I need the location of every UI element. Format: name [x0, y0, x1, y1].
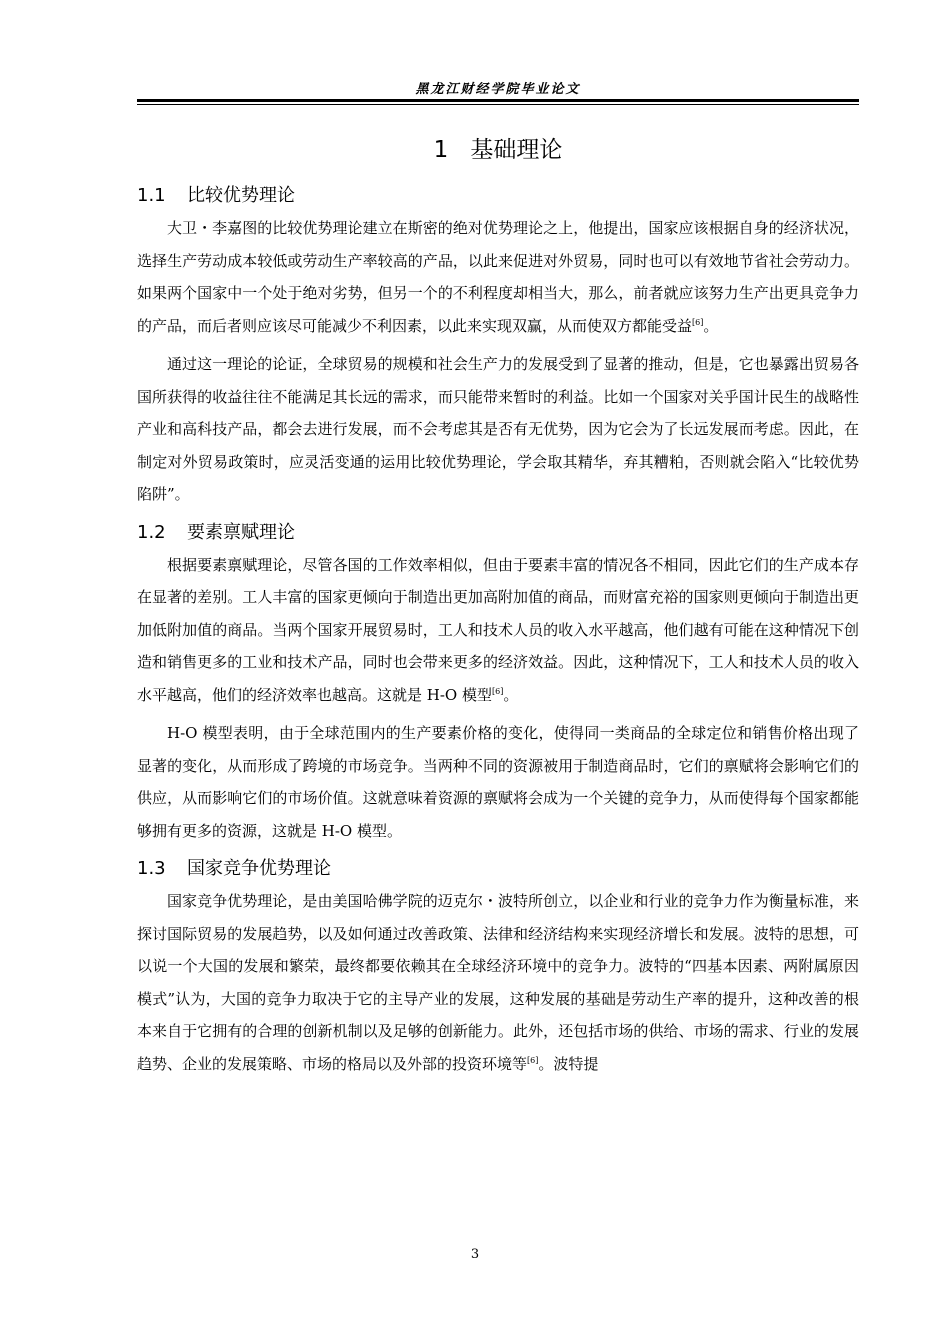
section-title: 国家竞争优势理论: [187, 858, 331, 879]
citation-marker: [6]: [692, 317, 704, 327]
paragraph-text: 大卫・李嘉图的比较优势理论建立在斯密的绝对优势理论之上，他提出，国家应该根据自身的经济状况，选择生产劳动成本较低或劳动生产率较高的产品，以此来促进对外贸易，同时也可以有效地节省社会劳动力。如果两个国家中一个处于绝对劣势，但另一个的不利程度却相当大，那么，前者就应该努力生产出更具竞争力的产品，而后者则应该尽可能减少不利因素，以此来实现双赢，从而使双方都能受益: [137, 219, 859, 335]
citation-marker: [6]: [527, 1055, 539, 1065]
section-heading: [137, 180, 859, 212]
section-heading: [137, 517, 859, 549]
paragraph-tail: 。: [503, 685, 519, 704]
running-header: 黑龙江财经学院毕业论文: [415, 82, 581, 97]
section-title: 比较优势理论: [187, 185, 295, 206]
section-title: 要素禀赋理论: [187, 521, 295, 543]
paragraph-text: 国家竞争优势理论，是由美国哈佛学院的迈克尔・波特所创立，以企业和行业的竞争力作为衡量标准，来探讨国际贸易的发展趋势，以及如何通过改善政策、法律和经济结构来实现经济增长和发展。波特的思想，可以说一个大国的发展和繁荣，最终都要依赖其在全球经济环境中的竞争力。波特的“四基本因素、两附属原因模式”认为，大国的竞争力取决于它的主导产业的发展，这种发展的基础是劳动生产率的提升，这种改善的根本来自于它拥有的合理的创新机制以及足够的创新能力。此外，还包括市场的供给、市场的需求、行业的发展趋势、企业的发展策略、市场的格局以及外部的投资环境等: [137, 892, 859, 1073]
section-1-2: [137, 517, 859, 848]
page-content: [137, 128, 859, 1086]
paragraph-tail: 。: [703, 316, 719, 335]
citation-marker: [6]: [492, 686, 504, 696]
section-1-1: [137, 180, 859, 511]
header-rule-thick: [137, 99, 859, 102]
chapter-number: 1: [433, 137, 449, 163]
body-paragraph: [137, 348, 859, 511]
body-paragraph: [137, 212, 859, 342]
chapter-title: [137, 128, 859, 172]
section-number: 1.1: [137, 185, 166, 206]
body-paragraph: [137, 885, 859, 1080]
paragraph-text: H-O 模型表明，由于全球范围内的生产要素价格的变化，使得同一类商品的全球定位和销售价格出现了显著的变化，从而形成了跨境的市场竞争。当两种不同的资源被用于制造商品时，它们的禀赋将会影响它们的供应，从而影响它们的市场价值。这就意味着资源的禀赋将会成为一个关键的竞争力，从而使得每个国家都能够拥有更多的资源，这就是 H-O 模型。: [137, 724, 859, 840]
chapter-title-text: 基础理论: [470, 137, 563, 163]
section-number: 1.3: [137, 858, 166, 879]
paragraph-tail: 。波特提: [538, 1054, 599, 1073]
section-heading: [137, 853, 859, 885]
page-number: 3: [470, 1247, 480, 1262]
header-rule-thin: [137, 104, 859, 105]
paragraph-text: 根据要素禀赋理论，尽管各国的工作效率相似，但由于要素丰富的情况各不相同，因此它们的生产成本存在显著的差别。工人丰富的国家更倾向于制造出更加高附加值的商品，而财富充裕的国家则更倾向于制造出更加低附加值的商品。当两个国家开展贸易时，工人和技术人员的收入水平越高，他们越有可能在这种情况下创造和销售更多的工业和技术产品，同时也会带来更多的经济效益。因此，这种情况下，工人和技术人员的收入水平越高，他们的经济效率也越高。这就是 H-O 模型: [137, 555, 859, 704]
body-paragraph: [137, 549, 859, 712]
paragraph-text: 通过这一理论的论证，全球贸易的规模和社会生产力的发展受到了显著的推动，但是，它也暴露出贸易各国所获得的收益往往不能满足其长远的需求，而只能带来暂时的利益。比如一个国家对关乎国计民生的战略性产业和高科技产品，都会去进行发展，而不会考虑其是否有无优势，因为它会为了长远发展而考虑。因此，在制定对外贸易政策时，应灵活变通的运用比较优势理论，学会取其精华，弃其糟粕，否则就会陷入“比较优势陷阱”。: [137, 355, 859, 503]
section-1-3: [137, 853, 859, 1080]
body-paragraph: [137, 717, 859, 847]
section-number: 1.2: [137, 521, 166, 543]
